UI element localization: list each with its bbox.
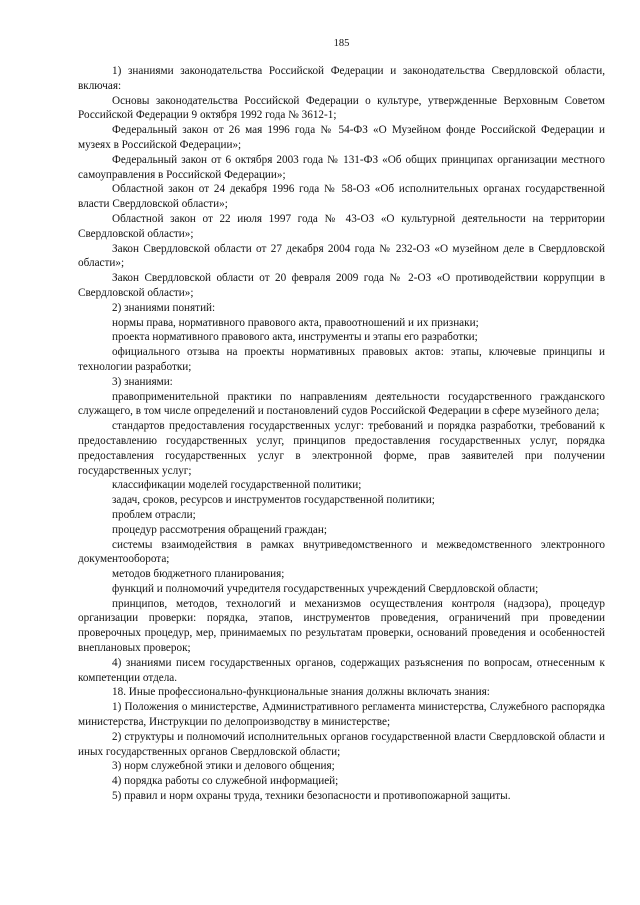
paragraph: Областной закон от 22 июля 1997 года № 43-ОЗ «О культурной деятельности на территории Свердловской области»; (78, 212, 605, 240)
page-number: 185 (333, 38, 350, 49)
paragraph: Областной закон от 24 декабря 1996 года № 58-ОЗ «Об исполнительных органах государственной власти Свердловской области»; (78, 183, 605, 211)
paragraph: 18. Иные профессионально-функциональные знания должны включать знания: (112, 686, 490, 699)
paragraph: принципов, методов, технологий и механизмов осуществления контроля (надзора), процедур организации проверки: порядка, этапов, инструментов проведения, ограничений при проведении проверочных процедур, мер, принимаемых по результатам проверки, оснований проведения и особенностей внеплановых проверок; (78, 597, 605, 655)
paragraph: классификации моделей государственной политики; (112, 479, 362, 492)
paragraph: 1) Положения о министерстве, Административного регламента министерства, Служебного распорядка министерства, Инструкции по делопроизводству в министерстве; (78, 701, 605, 729)
paragraph: 4) знаниями писем государственных органов, содержащих разъяснения по вопросам, отнесенным к компетенции отдела. (78, 656, 605, 684)
paragraph: проекта нормативного правового акта, инструменты и этапы его разработки; (112, 331, 478, 344)
paragraph: 1) знаниями законодательства Российской Федерации и законодательства Свердловской области, включая: (78, 65, 605, 92)
paragraph: системы взаимодействия в рамках внутриведомственного и межведомственного электронного документооборота; (78, 538, 605, 566)
paragraph: 4) порядка работы со служебной информацией; (112, 775, 339, 788)
paragraph: Закон Свердловской области от 27 декабря 2004 года № 232-ОЗ «О музейном деле в Свердловской области»; (78, 242, 605, 270)
paragraph: Федеральный закон от 26 мая 1996 года № 54-ФЗ «О Музейном фонде Российской Федерации и музеях в Российской Федерации»; (78, 124, 605, 151)
paragraph: правоприменительной практики по направлениям деятельности государственного гражданского служащего, в том числе определений и постановлений судов Российской Федерации в сфере музейного дела; (78, 390, 605, 418)
paragraph: стандартов предоставления государственных услуг: требований и порядка разработки, требований к предоставлению государственных услуг, принципов предоставления государственных услуг, порядка предоставления государственных услуг в электронной форме, прав заявителей при получении государственных услуг; (78, 420, 605, 477)
paragraph: 2) структуры и полномочий исполнительных органов государственной власти Свердловской области и иных государственных органов Свердловской области; (78, 730, 605, 758)
paragraph: 3) знаниями: (112, 375, 173, 388)
document-body (78, 64, 605, 804)
paragraph: Федеральный закон от 6 октября 2003 года № 131-ФЗ «Об общих принципах организации местного самоуправления в Российской Федерации»; (78, 153, 605, 181)
paragraph: проблем отрасли; (112, 508, 196, 521)
paragraph: Закон Свердловской области от 20 февраля 2009 года № 2-ОЗ «О противодействии коррупции в Свердловской области»; (78, 272, 605, 299)
paragraph: задач, сроков, ресурсов и инструментов государственной политики; (112, 494, 435, 507)
paragraph: методов бюджетного планирования; (112, 568, 285, 581)
paragraph: 5) правил и норм охраны труда, техники безопасности и противопожарной защиты. (112, 790, 511, 803)
paragraph: Основы законодательства Российской Федерации о культуре, утвержденные Верховным Советом Российской Федерации 9 октября 1992 года № 3612-1; (78, 94, 605, 122)
paragraph: 3) норм служебной этики и делового общения; (112, 760, 335, 773)
paragraph: официального отзыва на проекты нормативных правовых актов: этапы, ключевые принципы и технологии разработки; (78, 346, 605, 373)
paragraph: функций и полномочий учредителя государственных учреждений Свердловской области; (112, 582, 539, 595)
paragraph: нормы права, нормативного правового акта, правоотношений и их признаки; (112, 316, 479, 329)
paragraph: процедур рассмотрения обращений граждан; (112, 523, 327, 536)
paragraph: 2) знаниями понятий: (112, 301, 216, 314)
